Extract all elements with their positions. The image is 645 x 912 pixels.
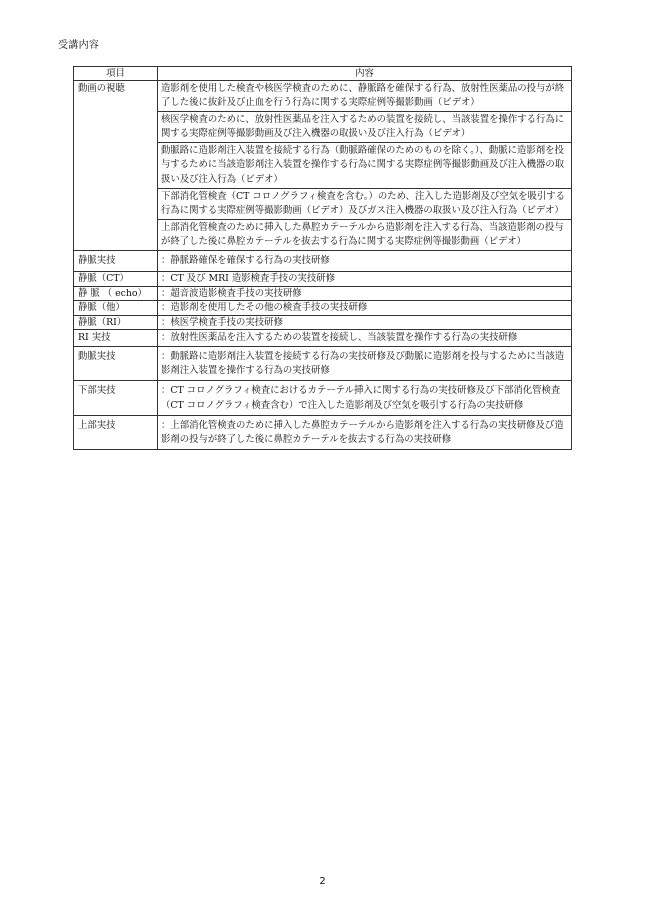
row-item-vein-practical: 静脈実技 — [74, 251, 158, 272]
video-section-item: 動画の視聴 — [74, 81, 158, 251]
header-item: 項目 — [74, 67, 158, 81]
row-item-vein-echo: 静 脈 （ echo） — [74, 286, 158, 301]
table-row — [74, 301, 572, 316]
row-content-vein-other: ：造影剤を使用したその他の検査手技の実技研修 — [158, 301, 572, 316]
row-item-ri-practical: RI 実技 — [74, 330, 158, 347]
table-row — [74, 81, 572, 112]
table-row — [74, 272, 572, 287]
row-content-vein-ri: ：核医学検査手技の実技研修 — [158, 315, 572, 330]
video-row-3: 動脈路に造影剤注入装置を接続する行為（動脈路確保のためのものを除く。）、動脈に造影剤を投与するために当該造影剤注入装置を操作する行為に関する実際症例等撮影動画及び注入機器の取扱い及び注入行為（ビデオ） — [158, 143, 572, 188]
table-row — [74, 330, 572, 347]
row-content-vein-ct: ：CT 及び MRI 造影検査手技の実技研修 — [158, 272, 572, 287]
table-row — [74, 286, 572, 301]
row-content-ri-practical: ：放射性医薬品を注入するための装置を接続し、当該装置を操作する行為の実技研修 — [158, 330, 572, 347]
page-heading: 受講内容 — [58, 40, 100, 51]
header-content: 内容 — [158, 67, 572, 81]
row-content-upper-practical: ：上部消化管検査のために挿入した鼻腔カテーテルから造影剤を注入する行為の実技研修及び造影剤の投与が終了した後に鼻腔カテーテルを抜去する行為の実技研修 — [158, 415, 572, 449]
row-item-vein-ri: 静脈（RI） — [74, 315, 158, 330]
table-row — [74, 315, 572, 330]
table-row — [74, 381, 572, 415]
row-item-artery-practical: 動脈実技 — [74, 347, 158, 381]
row-content-vein-practical: ：静脈路確保を確保する行為の実技研修 — [158, 251, 572, 272]
row-content-vein-echo: ：超音波造影検査手技の実技研修 — [158, 286, 572, 301]
row-item-lower-practical: 下部実技 — [74, 381, 158, 415]
video-row-1: 造影剤を使用した検査や核医学検査のために、静脈路を確保する行為、放射性医薬品の投与が終了した後に抜針及び止血を行う行為に関する実際症例等撮影動画（ビデオ） — [158, 81, 572, 112]
table-row — [74, 415, 572, 449]
table-row — [74, 347, 572, 381]
row-item-vein-ct: 静脈（CT） — [74, 272, 158, 287]
row-content-artery-practical: ：動脈路に造影剤注入装置を接続する行為の実技研修及び動脈に造影剤を投与するために当該造影剤注入装置を操作する行為の実技研修 — [158, 347, 572, 381]
row-item-upper-practical: 上部実技 — [74, 415, 158, 449]
row-item-vein-other: 静脈（他） — [74, 301, 158, 316]
video-row-5: 上部消化管検査のために挿入した鼻腔カテーテルから造影剤を注入する行為、当該造影剤の投与が終了した後に鼻腔カテーテルを抜去する行為に関する実際症例等撮影動画（ビデオ） — [158, 219, 572, 250]
row-content-lower-practical: ：CT コロノグラフィ検査におけるカテーテル挿入に関する行為の実技研修及び下部消化管検査（CT コロノグラフィ検査含む）で注入した造影剤及び空気を吸引する行為の実技研修 — [158, 381, 572, 415]
page-number: 2 — [319, 876, 326, 887]
video-row-4: 下部消化管検査（CT コロノグラフィ検査を含む。）のため、注入した造影剤及び空気を吸引する行為に関する実際症例等撮影動画（ビデオ）及びガス注入機器の取扱い及び注入行為（ビデオ） — [158, 188, 572, 219]
video-row-2: 核医学検査のために、放射性医薬品を注入するための装置を接続し、当該装置を操作する行為に関する実際症例等撮影動画及び注入機器の取扱い及び注入行為（ビデオ） — [158, 112, 572, 143]
table-row — [74, 251, 572, 272]
training-content-table — [73, 66, 572, 450]
table-header-row — [74, 67, 572, 81]
